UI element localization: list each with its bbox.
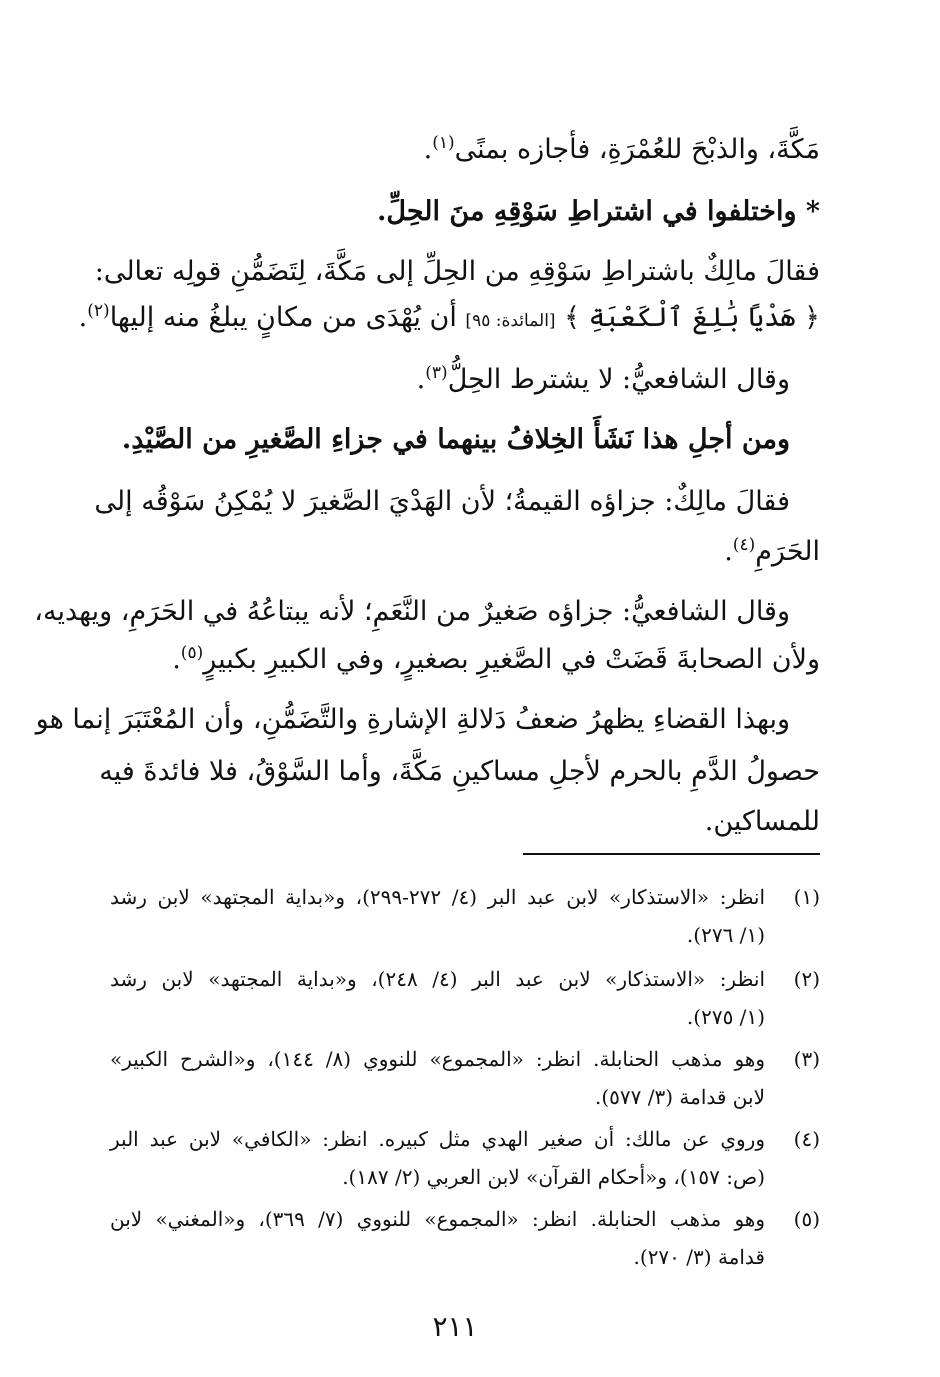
footnote-number: (٤) xyxy=(793,1127,820,1151)
footnote-3 xyxy=(110,1042,820,1112)
footnote-number: (١) xyxy=(793,885,820,909)
footnote-number: (٥) xyxy=(793,1207,820,1231)
footnote-text: (١/ ٢٧٥). xyxy=(686,1005,765,1029)
punctuation: . xyxy=(423,134,433,165)
body-line-7: فقالَ مالِكٌ: جزاؤه القيمةُ؛ لأن الهَدْيَ الصَّغيرَ لا يُمْكِنُ سَوْقُه إلى xyxy=(94,486,790,517)
verse-reference: [المائدة: ٩٥] xyxy=(465,311,556,331)
footnote-divider xyxy=(523,853,820,855)
footnote-text: وروي عن مالك: أن صغير الهدي مثل كبيره. انظر: «الكافي» لابن عبد البر xyxy=(110,1127,765,1151)
footnote-text: انظر: «الاستذكار» لابن عبد البر (٤/ ٢٤٨)، و«بداية المجتهد» لابن رشد xyxy=(110,967,765,991)
footnote-4 xyxy=(110,1122,820,1192)
section-heading: * واختلفوا في اشتراطِ سَوْقِهِ منَ الحِلِّ. xyxy=(377,196,820,227)
body-line-6: ومن أجلِ هذا نَشَأَ الخِلافُ بينهما في جزاءِ الصَّغيرِ من الصَّيْدِ. xyxy=(121,424,790,455)
body-text: مَكَّةَ، والذبْحَ للعُمْرَةِ، فأجازه بمنًى xyxy=(454,134,820,165)
footnote-number: (٢) xyxy=(793,967,820,991)
body-line-9: وقال الشافعيُّ: جزاؤه صَغيرٌ من النَّعَمِ؛ لأنه يبتاعُهُ في الحَرَمِ، ويهديه، xyxy=(34,596,790,627)
footnote-text: وهو مذهب الحنابلة. انظر: «المجموع» للنووي (٨/ ١٤٤)، و«الشرح الكبير» xyxy=(110,1047,765,1071)
punctuation: . xyxy=(172,644,181,675)
footnote-ref: (٢) xyxy=(87,301,110,321)
punctuation: . xyxy=(724,536,733,567)
body-line-12: حصولُ الدَّمِ بالحرم لأجلِ مساكينِ مَكَّةَ، وأما السَّوْقُ، فلا فائدةَ فيه xyxy=(99,756,820,787)
footnote-1 xyxy=(110,880,820,950)
footnote-text: قدامة (٣/ ٢٧٠). xyxy=(633,1245,765,1269)
body-line-4 xyxy=(78,298,820,341)
body-line-1 xyxy=(110,130,820,170)
body-line-3: فقالَ مالِكٌ باشتراطِ سَوْقِهِ من الحِلِّ إلى مَكَّةَ، لِتَضَمُّنِ قولِه تعالى: xyxy=(94,256,820,287)
footnote-ref: (٣) xyxy=(425,363,448,383)
footnote-number: (٣) xyxy=(793,1047,820,1071)
page-number: ٢١١ xyxy=(432,1310,478,1343)
footnote-2 xyxy=(110,962,820,1032)
footnote-text: (١/ ٢٧٦). xyxy=(686,923,765,947)
footnote-ref: (١) xyxy=(432,133,455,153)
punctuation: . xyxy=(416,364,426,395)
punctuation: . xyxy=(78,302,88,333)
body-line-8 xyxy=(110,532,820,572)
body-line-10 xyxy=(110,640,820,680)
body-text: وقال الشافعيُّ: لا يشترط الحِلُّ xyxy=(447,364,790,395)
footnote-text: (ص: ١٥٧)، و«أحكام القرآن» لابن العربي (٢/ ١٨٧). xyxy=(342,1165,765,1189)
footnote-ref: (٤) xyxy=(732,535,756,555)
footnote-5 xyxy=(110,1202,820,1272)
footnote-text: انظر: «الاستذكار» لابن عبد البر (٤/ ٢٧٢-٢٩٩)، و«بداية المجتهد» لابن رشد xyxy=(110,885,765,909)
footnote-text: لابن قدامة (٣/ ٥٧٧). xyxy=(594,1085,765,1109)
footnote-ref: (٥) xyxy=(180,643,204,663)
footnote-text: وهو مذهب الحنابلة. انظر: «المجموع» للنووي (٧/ ٣٦٩)، و«المغني» لابن xyxy=(110,1207,765,1231)
body-text: أن يُهْدَى من مكانٍ يبلغُ منه إليها xyxy=(109,302,457,333)
body-text: ولأن الصحابةَ قَضَتْ في الصَّغيرِ بصغيرٍ، وفي الكبيرِ بكبيرٍ xyxy=(203,644,820,675)
body-text: الحَرَمِ xyxy=(755,536,820,567)
body-line-11: وبهذا القضاءِ يظهرُ ضعفُ دَلالةِ الإشارةِ والتَّضَمُّنِ، وأن المُعْتَبَرَ إنما هو xyxy=(35,704,790,735)
body-line-5 xyxy=(110,360,790,400)
quran-verse: ﴿ هَدْيًا بَٰلِغَ ٱلْكَعْبَةِ ﴾ xyxy=(564,302,820,333)
body-line-13: للمساكين. xyxy=(704,806,820,837)
